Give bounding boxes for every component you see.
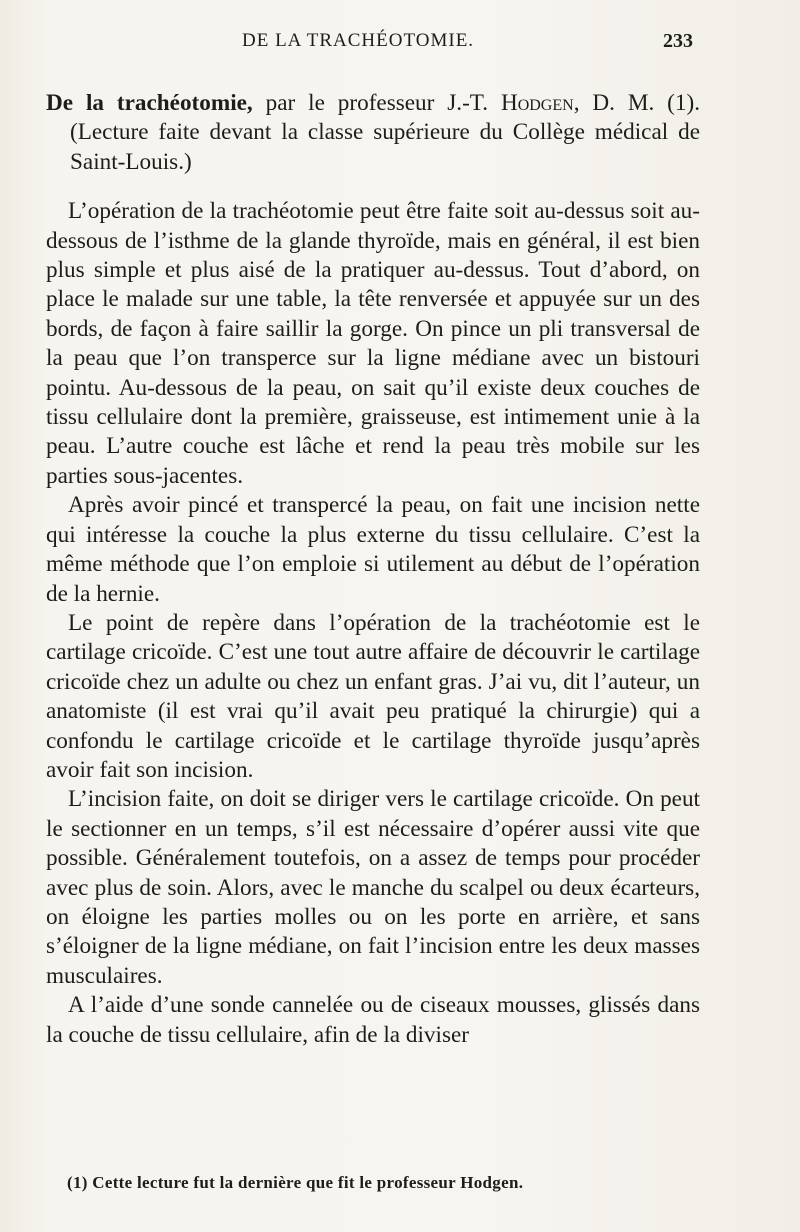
article-body (46, 89, 700, 1050)
paragraph-4: L’incision faite, on doit se diriger vers le cartilage cricoïde. On peut le sectionner en un temps, s’il est nécessaire d’opérer aussi vite que possible. Généralement toutefois, on a assez de temps pour procéder avec plus de soin. Alors, avec le manche du scalpel ou deux écarteurs, on éloigne les parties molles ou on les porte en arrière, et sans s’éloigner de la ligne médiane, on fait l’incision entre les deux masses musculaires. (46, 786, 700, 989)
article-byline: par le professeur J.-T. (252, 90, 501, 116)
author-name: Hodgen (500, 90, 574, 116)
paragraph-5: A l’aide d’une sonde cannelée ou de ciseaux mousses, glissés dans la couche de tissu cellulaire, afin de la diviser (46, 992, 700, 1048)
paragraph-3: Le point de repère dans l’opération de la trachéotomie est le cartilage cricoïde. C’est une tout autre affaire de découvrir le cartilage cricoïde chez un adulte ou chez un enfant gras. J’ai vu, dit l’auteur, un anatomiste (il est vrai qu’il avait peu pratiqué la chirurgie) qui a confondu le cartilage cricoïde et le cartilage thyroïde jusqu’après avoir fait son incision. (46, 609, 700, 783)
article-title-paragraph (46, 89, 700, 177)
paragraph-1: L’opération de la trachéotomie peut être faite soit au-dessus soit au-dessous de l’isthme de la glande thyroïde, mais en général, il est bien plus simple et plus aisé de la pratiquer au-dessus. Tout d’abord, on place le malade sur une table, la tête renversée et appuyée sur un des bords, de façon à faire saillir la gorge. On pince un pli transversal de la peau que l’on transperce sur la ligne médiane avec un bistouri pointu. Au-dessous de la peau, on sait qu’il existe deux couches de tissu cellulaire dont la première, graisseuse, est intimement unie à la peau. L’autre couche est lâche et rend la peau très mobile sur les parties sous-jacentes. (46, 198, 700, 489)
article-subtitle: , D. M. (1). (Lecture faite devant la classe supérieure du Collège médical de Saint-Louis.) (70, 90, 700, 175)
article-title: De la trachéotomie, (46, 90, 253, 116)
page-number: 233 (663, 30, 693, 52)
footnote: (1) Cette lecture fut la dernière que fit le professeur Hodgen. (67, 1173, 524, 1192)
running-title: DE LA TRACHÉOTOMIE. (242, 30, 475, 51)
running-head (0, 30, 800, 60)
paragraph-2: Après avoir pincé et transpercé la peau, on fait une incision nette qui intéresse la couche la plus externe du tissu cellulaire. C’est la même méthode que l’on emploie si utilement au début de l’opération de la hernie. (46, 492, 700, 607)
